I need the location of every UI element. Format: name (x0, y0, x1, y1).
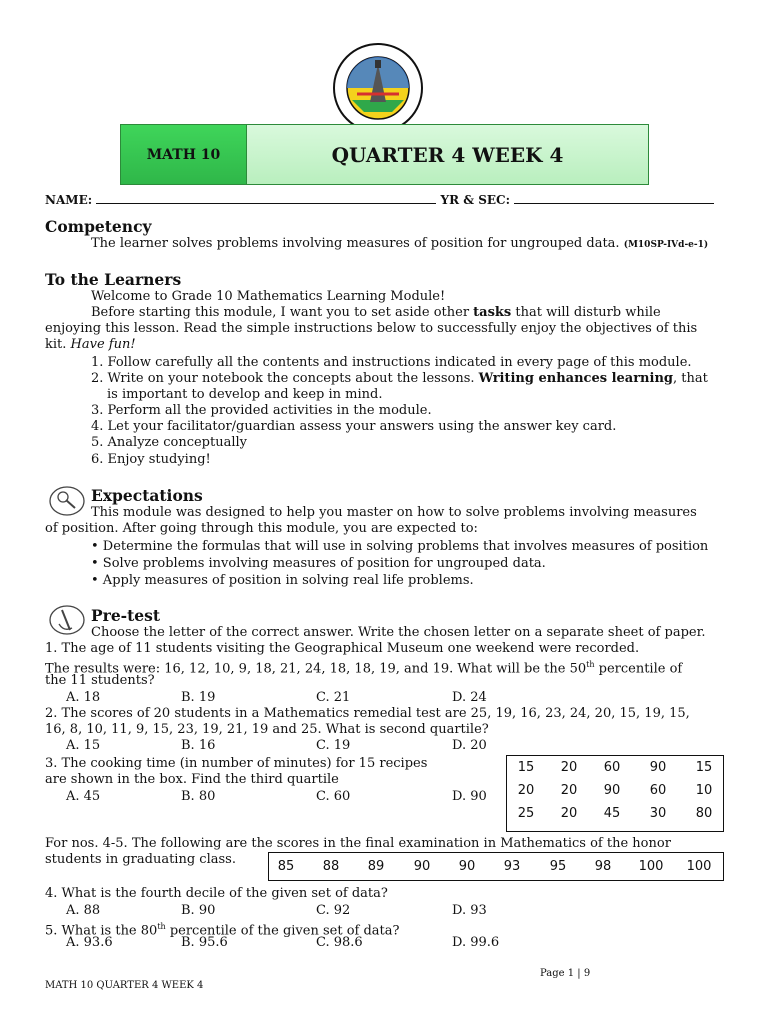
q3-cell: 20 (517, 783, 535, 798)
learners-paragraph-line2: enjoying this lesson. Read the simple instructions below to successfully enjoy the objectives of this (45, 321, 698, 336)
q3-cell: 20 (560, 806, 578, 821)
name-label: NAME: (45, 193, 93, 207)
q3-cell: 10 (695, 783, 713, 798)
quarter-week-title: QUARTER 4 WEEK 4 (246, 125, 648, 184)
q3-option-a[interactable]: A. 45 (66, 789, 101, 804)
q3-option-d[interactable]: D. 90 (452, 789, 487, 804)
q45-cell: 93 (503, 859, 521, 874)
q3-cell: 90 (649, 760, 667, 775)
instruction-2: 2. Write on your notebook the concepts about the lessons. Writing enhances learning, that (91, 371, 708, 386)
yrsec-field[interactable] (514, 193, 714, 204)
question-2-line2: 16, 8, 10, 11, 9, 15, 23, 19, 21, 19 and 25. What is second quartile? (45, 722, 489, 737)
page-number: Page 1 | 9 (540, 968, 591, 979)
q2-option-a[interactable]: A. 15 (66, 738, 101, 753)
q3-cell: 20 (560, 783, 578, 798)
expectation-bullet-2: • Solve problems involving measures of position for ungrouped data. (91, 556, 546, 571)
learners-heading: To the Learners (45, 270, 182, 289)
q45-cell: 89 (367, 859, 385, 874)
competency-code: (M10SP-IVd-e-1) (623, 240, 709, 250)
schools-division-office-logo (332, 42, 424, 134)
competency-text: The learner solves problems involving measures of position for ungrouped data. (M10SP-IVd-e-1) (91, 236, 709, 251)
q4-option-a[interactable]: A. 88 (66, 903, 101, 918)
q5-option-d[interactable]: D. 99.6 (452, 935, 500, 950)
q45-data-box (268, 852, 724, 881)
question-3-line2: are shown in the box. Find the third quartile (45, 772, 339, 787)
question-4: 4. What is the fourth decile of the given set of data? (45, 886, 388, 901)
learners-paragraph-line3: kit. Have fun! (45, 337, 136, 352)
question-2-line1: 2. The scores of 20 students in a Mathematics remedial test are 25, 19, 16, 23, 24, 20, 15, 19, 15, (45, 706, 690, 721)
question-5: 5. What is the 80th percentile of the given set of data? (45, 922, 400, 939)
q1-option-d[interactable]: D. 24 (452, 690, 487, 705)
q3-cell: 45 (603, 806, 621, 821)
pretest-heading: Pre-test (91, 606, 161, 625)
expectation-bullet-3: • Apply measures of position in solving real life problems. (91, 573, 474, 588)
instruction-4: 4. Let your facilitator/guardian assess your answers using the answer key card. (91, 419, 617, 434)
questions-4-5-line1: For nos. 4-5. The following are the scores in the final examination in Mathematics of the honor (45, 836, 671, 851)
q4-option-b[interactable]: B. 90 (181, 903, 216, 918)
instruction-5: 5. Analyze conceptually (91, 435, 248, 450)
q5-option-a[interactable]: A. 93.6 (66, 935, 113, 950)
q1-option-c[interactable]: C. 21 (316, 690, 351, 705)
title-banner (120, 124, 649, 185)
q3-data-box (506, 755, 724, 832)
expectations-line1: This module was designed to help you master on how to solve problems involving measures (91, 505, 697, 520)
q45-cell: 100 (686, 859, 712, 874)
q3-cell: 15 (517, 760, 535, 775)
expectations-heading: Expectations (91, 486, 203, 505)
q45-cell: 98 (594, 859, 612, 874)
welcome-text: Welcome to Grade 10 Mathematics Learning Module! (91, 289, 446, 304)
expectations-line2: of position. After going through this module, you are expected to: (45, 521, 478, 536)
pretest-instructions: Choose the letter of the correct answer. Write the chosen letter on a separate sheet of paper. (91, 625, 706, 640)
q2-option-d[interactable]: D. 20 (452, 738, 487, 753)
expectation-bullet-1: • Determine the formulas that will use in solving problems that involves measures of position (91, 539, 709, 554)
q5-option-c[interactable]: C. 98.6 (316, 935, 363, 950)
name-field[interactable] (96, 193, 436, 204)
q3-option-c[interactable]: C. 60 (316, 789, 351, 804)
instruction-6: 6. Enjoy studying! (91, 452, 211, 467)
q45-cell: 88 (322, 859, 340, 874)
q1-option-b[interactable]: B. 19 (181, 690, 216, 705)
q2-option-b[interactable]: B. 16 (181, 738, 216, 753)
q3-cell: 15 (695, 760, 713, 775)
q3-cell: 60 (649, 783, 667, 798)
instruction-3: 3. Perform all the provided activities in the module. (91, 403, 432, 418)
learners-paragraph-line1: Before starting this module, I want you to set aside other tasks that will disturb while (91, 305, 661, 320)
q3-cell: 20 (560, 760, 578, 775)
subject-label: MATH 10 (121, 125, 246, 184)
q3-cell: 90 (603, 783, 621, 798)
competency-heading: Competency (45, 217, 152, 236)
yrsec-label: YR & SEC: (440, 193, 511, 207)
q45-cell: 90 (458, 859, 476, 874)
q3-cell: 60 (603, 760, 621, 775)
q45-cell: 95 (549, 859, 567, 874)
question-1-line1: 1. The age of 11 students visiting the Geographical Museum one weekend were recorded. (45, 641, 640, 656)
footer-label: MATH 10 QUARTER 4 WEEK 4 (45, 980, 204, 991)
q45-cell: 85 (277, 859, 295, 874)
q4-option-c[interactable]: C. 92 (316, 903, 351, 918)
instruction-1: 1. Follow carefully all the contents and instructions indicated in every page of this module. (91, 355, 692, 370)
q45-cell: 90 (413, 859, 431, 874)
question-1-line3: the 11 students? (45, 673, 155, 688)
q3-option-b[interactable]: B. 80 (181, 789, 216, 804)
q3-cell: 25 (517, 806, 535, 821)
q3-cell: 30 (649, 806, 667, 821)
magnifier-hand-icon (48, 485, 86, 517)
name-section-row (45, 193, 720, 207)
q4-option-d[interactable]: D. 93 (452, 903, 487, 918)
q45-cell: 100 (638, 859, 664, 874)
pencil-hand-icon (48, 604, 86, 636)
questions-4-5-line2: students in graduating class. (45, 852, 236, 867)
instruction-2-cont: is important to develop and keep in mind. (107, 387, 383, 402)
q1-option-a[interactable]: A. 18 (66, 690, 101, 705)
q2-option-c[interactable]: C. 19 (316, 738, 351, 753)
q3-cell: 80 (695, 806, 713, 821)
q5-option-b[interactable]: B. 95.6 (181, 935, 228, 950)
question-3-line1: 3. The cooking time (in number of minutes) for 15 recipes (45, 756, 428, 771)
question-1-line2: The results were: 16, 12, 10, 9, 18, 21, 24, 18, 18, 19, and 19. What will be the 50th percentile of (45, 660, 683, 677)
